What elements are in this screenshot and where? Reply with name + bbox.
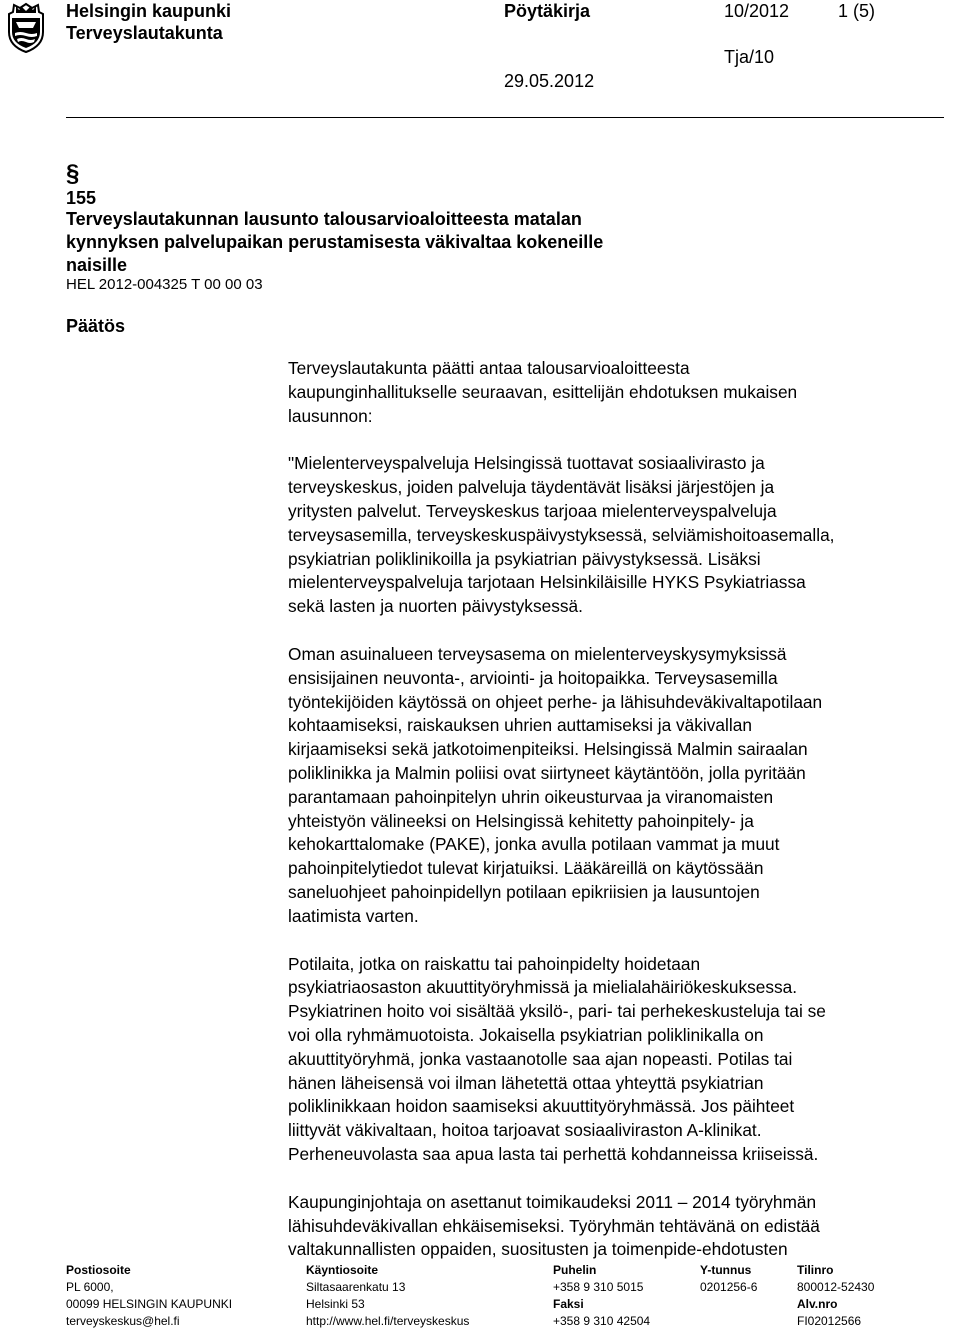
text-line: mielenterveyspalveluja tarjotaan Helsinkiläisille HYKS Psykiatriassa (288, 572, 806, 593)
text-line: kohtaamiseksi, raiskauksen uhrien auttamiseksi ja väkivallan (288, 715, 752, 736)
footer-heading: Käyntiosoite (306, 1263, 379, 1277)
text-line: saneluohjeet pahoinpidellyn potilaan epikriisien ja lausuntojen (288, 881, 760, 902)
footer-heading: Tilinro (797, 1263, 834, 1277)
text-line: työntekijöiden käytössä on ohjeet perhe- ja lähisuhdeväkivaltapotilaan (288, 691, 823, 712)
paragraph-gap (288, 929, 948, 953)
footer-account (797, 1262, 874, 1330)
item-title-block (66, 160, 926, 277)
text-line: poliklinikka ja Malmin poliisi ovat siirtyneet käytäntöön, jolla pyritään (288, 762, 806, 783)
text-line: valtakunnallisten oppaiden, suositusten ja toimenpide-ehdotusten (288, 1239, 788, 1260)
text-line: liittyvät väkivaltaan, hoitoa tarjoavat sosiaaliviraston A-klinikat. (288, 1120, 762, 1141)
footer-postal-address (66, 1262, 232, 1330)
diary-number: HEL 2012-004325 T 00 00 03 (66, 276, 263, 293)
text-line: psykiatrian poliklinikoilla ja psykiatrian päivystyksessä. Lisäksi (288, 548, 761, 569)
footer-heading: Y-tunnus (700, 1263, 752, 1277)
meeting-number: 10/2012 (724, 1, 790, 21)
footer-text: +358 9 310 42504 (553, 1314, 651, 1328)
item-title-line: naisille (66, 255, 128, 275)
text-line: lähisuhdeväkivallan ehkäisemiseksi. Työryhmän tehtävänä on edistää (288, 1215, 820, 1236)
text-line: Psykiatrinen hoito voi sisältää yksilö-, pari- tai perhekeskusteluja tai se (288, 1001, 826, 1022)
header-divider (66, 117, 944, 118)
text-line: psykiatriaosaston akuuttityöryhmissä ja mielialahäiriökeskuksessa. (288, 977, 798, 998)
footer-text: Helsinki 53 (306, 1297, 365, 1311)
item-title-line: kynnyksen palvelupaikan perustamisesta väkivaltaa kokeneille (66, 232, 604, 252)
text-line: voi olla ryhmämuotoista. Jokaisella psykiatrian poliklinikalla on (288, 1024, 764, 1045)
text-line: terveyskeskus, joiden palveluja täydentävät lisäksi järjestöjen ja (288, 477, 775, 498)
footer-phone (553, 1262, 650, 1330)
decision-text (288, 357, 948, 1262)
footer-heading: Alv.nro (797, 1297, 838, 1311)
footer-text: 800012-52430 (797, 1280, 875, 1294)
paragraph-gap (288, 1167, 948, 1191)
text-line: hänen läheisensä voi ilman lähetettä ottaa yhteyttä psykiatrian (288, 1072, 764, 1093)
footer-heading: Faksi (553, 1297, 584, 1311)
text-line: Potilaita, jotka on raiskattu tai pahoinpidelty hoidetaan (288, 953, 701, 974)
text-line: parantamaan pahoinpitelyn uhrin oikeusturvaa ja viranomaisten (288, 786, 774, 807)
footer-business-id (700, 1262, 757, 1296)
footer-website-link[interactable]: http://www.hel.fi/terveyskeskus (306, 1314, 470, 1328)
footer-heading: Postiosoite (66, 1263, 131, 1277)
text-line: Terveyslautakunta päätti antaa talousarvioaloitteesta (288, 358, 690, 378)
text-line: "Mielenterveyspalveluja Helsingissä tuottavat sosiaalivirasto ja (288, 453, 765, 474)
text-line: terveysasemilla, terveyskeskuspäivystyksessä, selviämishoitoasemalla, (288, 524, 835, 545)
text-line: poliklinikkaan hoidon saamiseksi akuuttityöryhmässä. Jos päihteet (288, 1096, 795, 1117)
item-title-line: Terveyslautakunnan lausunto talousarvioaloitteesta matalan (66, 209, 582, 229)
text-line: yritysten palvelut. Terveyskeskus tarjoaa mielenterveyspalveluja (288, 500, 777, 521)
text-line: laatimista varten. (288, 905, 419, 926)
text-line: pahoinpitelytiedot tulevat kirjatuiksi. Lääkäreillä on käytössään (288, 858, 764, 879)
document-type: Pöytäkirja (504, 1, 591, 21)
text-line: Oman asuinalueen terveysasema on mielenterveyskysymyksissä (288, 643, 787, 664)
text-line: lausunnon: (288, 405, 373, 426)
footer-text: 0201256-6 (700, 1280, 758, 1294)
section-code: Tja/10 (724, 47, 775, 67)
footer-text: 00099 HELSINGIN KAUPUNKI (66, 1297, 233, 1311)
footer-text: Siltasaarenkatu 13 (306, 1280, 406, 1294)
meeting-date: 29.05.2012 (504, 71, 595, 91)
item-number: 155 (66, 188, 97, 208)
footer-text: FI02012566 (797, 1314, 862, 1328)
text-line: Kaupunginjohtaja on asettanut toimikaudeksi 2011 – 2014 työryhmän (288, 1191, 817, 1212)
text-line: sekä lasten ja nuorten päivystyksessä. (288, 596, 583, 617)
footer-visiting-address (306, 1262, 469, 1330)
paragraph-gap (288, 619, 948, 643)
page-number: 1 (5) (838, 1, 876, 21)
text-line: kaupunginhallitukselle seuraavan, esittelijän ehdotuksen mukaisen (288, 381, 798, 402)
footer-text: PL 6000, (66, 1280, 114, 1294)
city-name: Helsingin kaupunki (66, 1, 232, 21)
text-line: Perheneuvolasta saa apua lasta tai perhettä kohdanneissa kriiseissä. (288, 1143, 819, 1164)
decision-heading: Päätös (66, 316, 126, 336)
page-footer (0, 1262, 960, 1332)
section-mark: § (66, 160, 80, 187)
footer-email-link[interactable]: terveyskeskus@hel.fi (66, 1314, 180, 1328)
footer-heading: Puhelin (553, 1263, 597, 1277)
text-line: akuuttityöryhmä, jonka vastaanotolle saa ajan nopeasti. Potilas tai (288, 1048, 793, 1069)
footer-text: +358 9 310 5015 (553, 1280, 644, 1294)
text-line: yhteistyön välineeksi on Helsingissä kehitetty pahoinpitely- ja (288, 810, 754, 831)
text-line: kehokarttalomake (PAKE), jonka avulla potilaan vammat ja muut (288, 834, 780, 855)
text-line: kirjaamiseksi sekä jatkotoimenpiteiksi. Helsingissä Malmin sairaalan (288, 739, 808, 760)
text-line: ensisijainen neuvonta-, arviointi- ja hoitopaikka. Terveysasemilla (288, 667, 778, 688)
helsinki-crest-icon (6, 2, 46, 54)
board-name: Terveyslautakunta (66, 23, 223, 43)
paragraph-gap (288, 428, 948, 452)
